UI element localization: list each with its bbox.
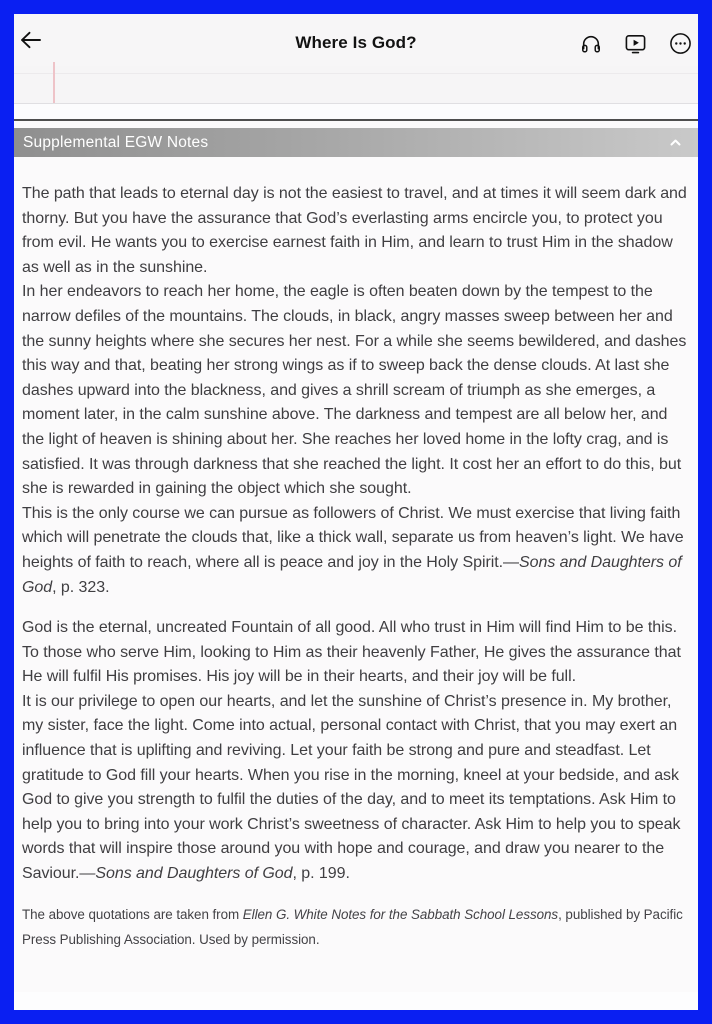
video-play-icon [624,33,647,55]
bottom-strip [14,992,698,1010]
notes-content [14,157,698,992]
paragraph-with-source: It is our privilege to open our hearts, and let the sunshine of Christ’s presence in. My brother, my sister, face the light. Come into actual, personal contact with Christ, that you may exert an influence that is uplifting and reviving. Let your faith be strong and pure and steadfast. Let gratitude to God fill your hearts. When you rise in the morning, kneel at your bedside, and ask God to give you strength to fulfil the duties of the day, and to meet its temptations. Ask Him to help you to bring into your work Christ’s sweetness of character. Ask Him to help you to speak words that will inspire those around you with hope and courage, and draw you nearer to the Saviour.—Sons and Daughters of God, p. 199. [22,692,681,883]
chevron-up-icon [669,136,682,149]
source-title: Sons and Daughters of God [95,865,293,883]
section-top-rule [14,119,698,121]
app-bar [14,14,698,66]
attribution-text: The above quotations are taken from Ellen G. White Notes for the Sabbath School Lessons, published by Pacific Press Publishing Association. Used by permission. [22,906,683,947]
divider-hairline [14,73,698,74]
quote-block-1 [22,182,690,600]
quote-block-2 [22,616,690,887]
paragraph: The path that leads to eternal day is not the easiest to travel, and at times it will seem dark and thorny. But you have the assurance that God’s everlasting arms encircle you, to protect you from evil. He wants you to exercise earnest faith in Him, and learn to trust Him in the shadow as well as in the sunshine. [22,185,687,276]
video-button[interactable] [624,32,647,55]
appbar-actions [579,32,692,55]
section-header-label: Supplemental EGW Notes [23,133,209,151]
source-title: Sons and Daughters of God [22,553,682,596]
paragraph-with-source: This is the only course we can pursue as followers of Christ. We must exercise that living faith which will penetrate the clouds that, like a thick wall, separate us from heaven’s light. We have heights of faith to reach, where all is peace and joy in the Holy Spirit.—Sons and Daughters of God, p. 323. [22,504,684,596]
paragraph: In her endeavors to reach her home, the eagle is often beaten down by the tempest to the narrow defiles of the mountains. The clouds, in black, angry masses sweep between her and the sunny heights where she secures her nest. For a while she seems bewildered, and dashes this way and that, beating her strong wings as if to sweep back the dense clouds. At last she dashes upward into the blackness, and gives a shrill scream of triumph as she emerges, a moment later, in the calm sunshine above. The darkness and tempest are all below her, and the light of heaven is shining about her. She reaches her loved home in the lofty crag, and is satisfied. It was through darkness that she reached the light. It cost her an effort to do this, but she is rewarded in gaining the object which she sought. [22,283,687,498]
paragraph: God is the eternal, uncreated Fountain of all good. All who trust in Him will find Him to be this. To those who serve Him, looking to Him as their heavenly Father, He gives the assurance that He will fulfil His promises. His joy will be in their hearts, and their joy will be full. [22,619,681,686]
spacer [14,104,698,119]
headphones-icon [580,33,602,55]
more-button[interactable] [669,32,692,55]
attribution-note [22,902,690,952]
section-header-supplemental-egw-notes[interactable] [14,128,698,157]
layout-panel [14,66,698,104]
app-window [14,14,698,1010]
page-title: Where Is God? [295,33,417,52]
ellipsis-icon [669,32,692,55]
audio-button[interactable] [579,32,602,55]
accent-vertical-line [53,62,55,103]
publication-title: Ellen G. White Notes for the Sabbath School Lessons [242,906,559,922]
